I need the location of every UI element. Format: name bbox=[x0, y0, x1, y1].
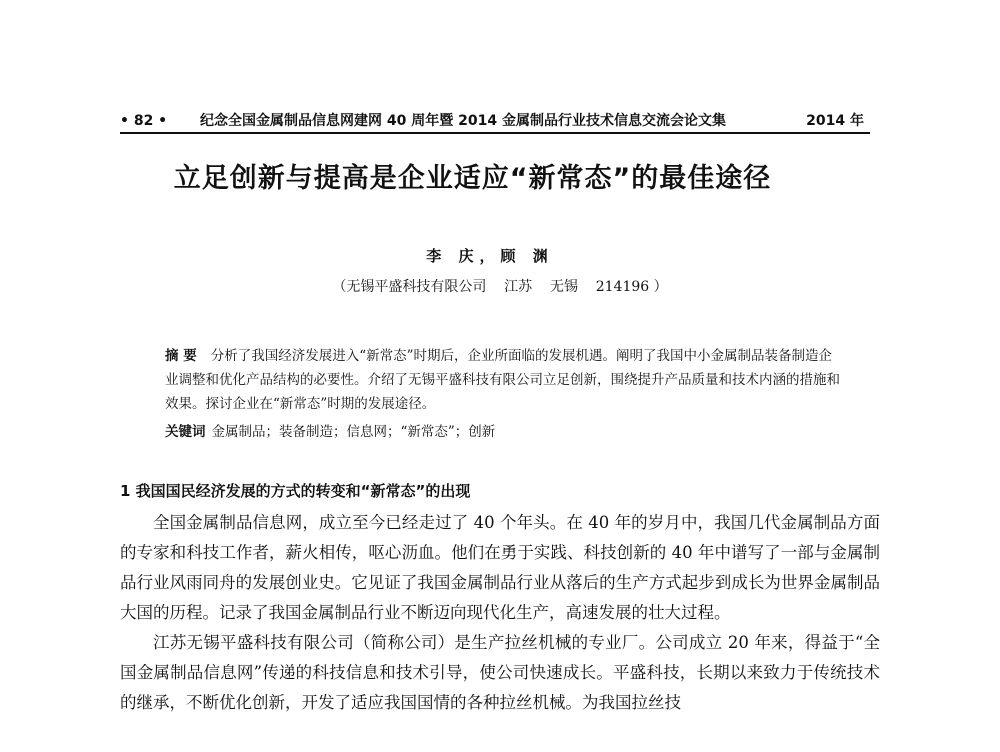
article-title: 立足创新与提高是企业适应“新常态”的最佳途径 bbox=[173, 163, 772, 194]
journal-title: 纪念全国金属制品信息网建网 40 周年暨 2014 金属制品行业技术信息交流会论文集 bbox=[200, 113, 726, 129]
section-heading: 1 我国国民经济发展的方式的转变和“新常态”的出现 bbox=[120, 482, 471, 500]
abstract-text: 分析了我国经济发展进入“新常态”时期后，企业所面临的发展机遇。阐明了我国中小金属制品装备制造企业调整和优化产品结构的必要性。介绍了无锡平盛科技有限公司立足创新，围绕提升产品质量和技术内涵的措施和效果。探讨企业在“新常态”时期的发展途径。 bbox=[165, 348, 840, 412]
running-header bbox=[120, 111, 870, 131]
page-number: • 82 • bbox=[120, 113, 168, 129]
abstract-label: 摘 要 bbox=[165, 348, 197, 364]
author-affiliation: （无锡平盛科技有限公司 江苏 无锡 214196 ） bbox=[332, 279, 668, 295]
keywords-text: 金属制品；装备制造；信息网；“新常态”；创新 bbox=[211, 424, 496, 440]
abstract bbox=[165, 344, 845, 416]
paragraph: 江苏无锡平盛科技有限公司（简称公司）是生产拉丝机械的专业厂。公司成立 20 年来，得益于“全国金属制品信息网”传递的科技信息和技术引导，使公司快速成长。平盛科技，长期以来致力于传统技术的继承，不断优化创新，开发了适应我国国情的各种拉丝机械。为我国拉丝技 bbox=[120, 633, 880, 712]
header-rule bbox=[120, 132, 870, 134]
keywords bbox=[165, 420, 845, 444]
publication-year: 2014 年 bbox=[806, 113, 864, 129]
paragraph: 全国金属制品信息网，成立至今已经走过了 40 个年头。在 40 年的岁月中，我国几代金属制品方面的专家和科技工作者，薪火相传，呕心沥血。他们在勇于实践、科技创新的 40 年中谱写了一部与金属制品行业风雨同舟的发展创业史。它见证了我国金属制品行业从落后的生产方式起步到成长为世界金属制品大国的历程。记录了我国金属制品行业不断迈向现代化生产，高速发展的壮大过程。 bbox=[120, 513, 880, 622]
keywords-label: 关键词 bbox=[165, 424, 206, 440]
article-authors: 李 庆，顾 渊 bbox=[426, 247, 554, 265]
body-text bbox=[120, 508, 880, 718]
